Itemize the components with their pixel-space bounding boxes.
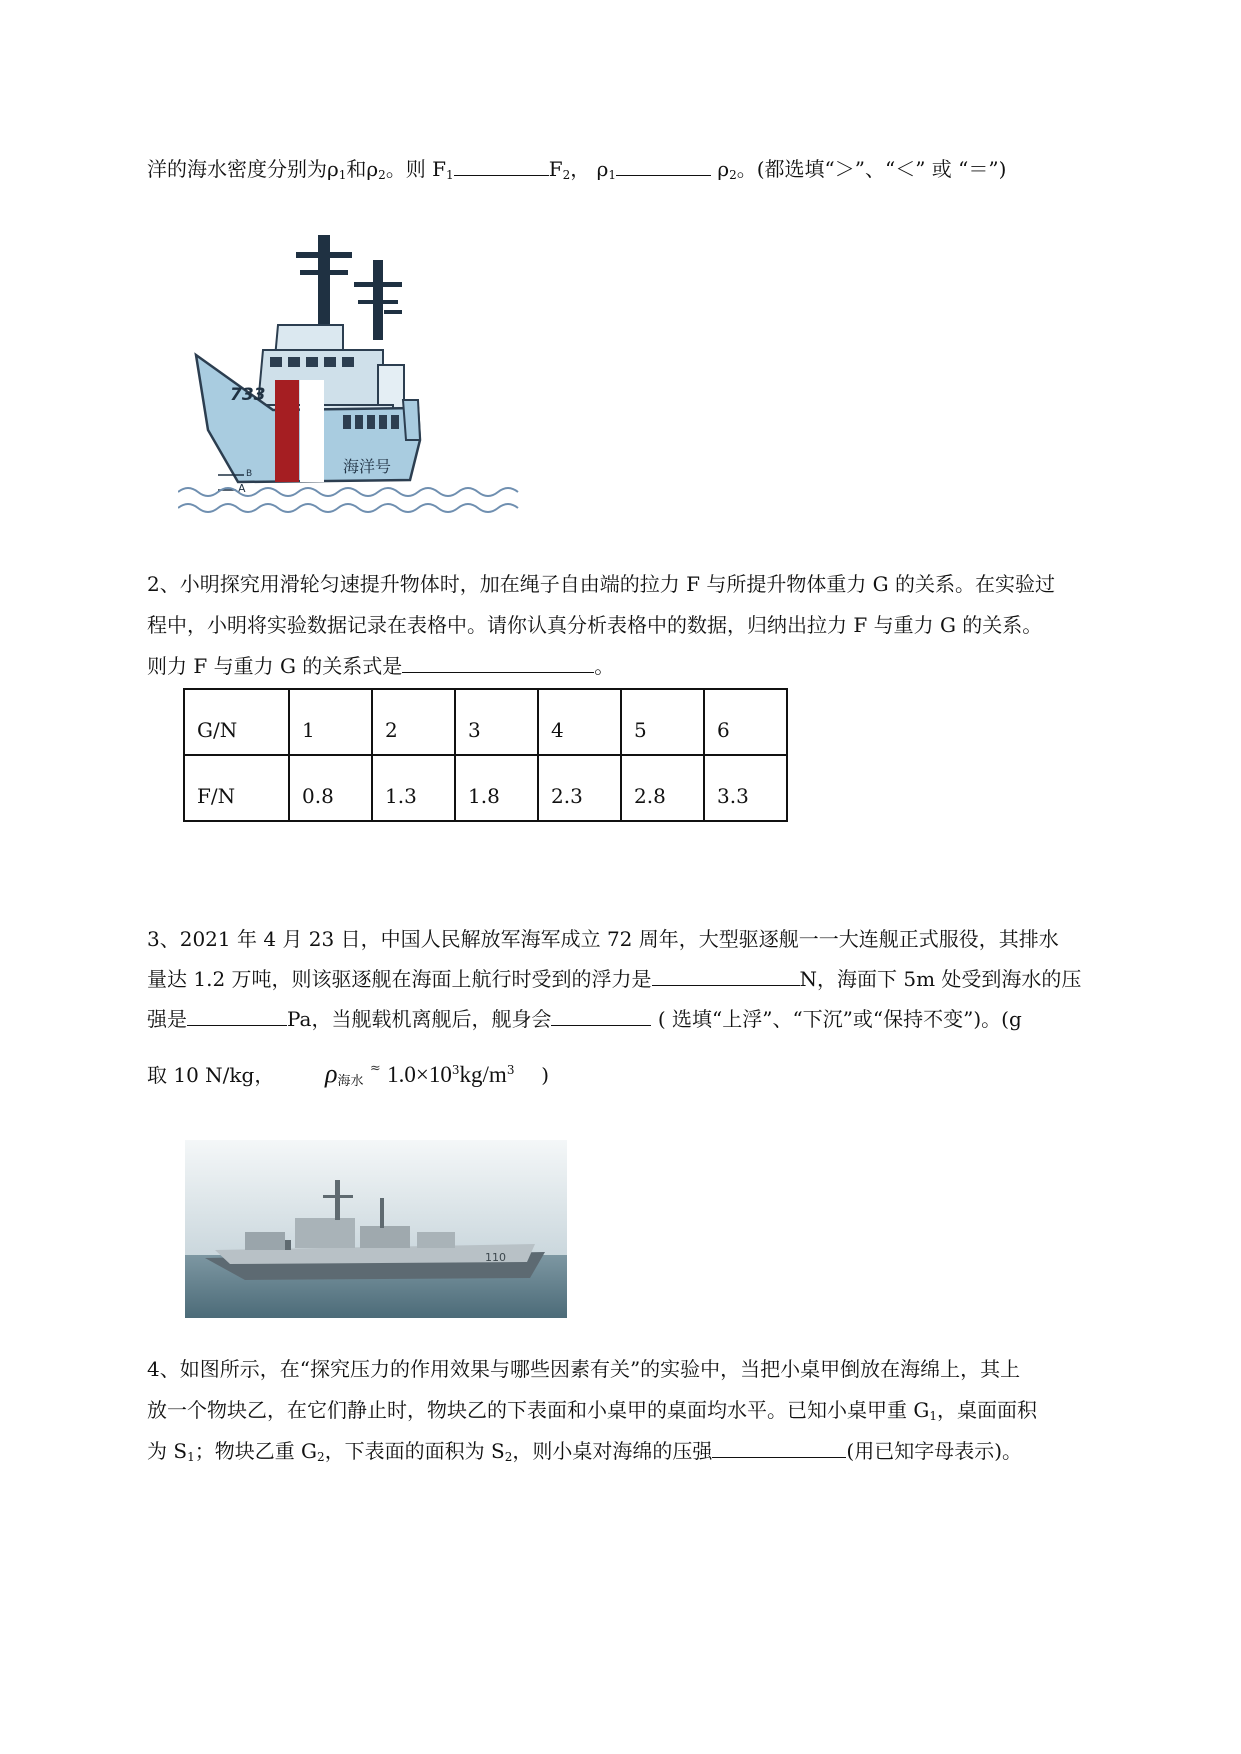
q4-text: ，桌面面积 (936, 1398, 1037, 1422)
q2-line-3 (147, 652, 614, 680)
sub-2: 2 (504, 1450, 513, 1464)
q1-text: ， ρ (570, 157, 609, 181)
q1-text-line (147, 155, 1006, 189)
table-cell: 1.8 (455, 755, 538, 821)
q3-text: N，海面下 5m 处受到海水的压 (799, 967, 1082, 991)
table-cell: 4 (538, 689, 621, 755)
q2-text: 则力 F 与重力 G 的关系式是 (147, 654, 403, 678)
table-cell: 0.8 (289, 755, 372, 821)
table-cell: 1.3 (372, 755, 455, 821)
q3-text: 强是 (147, 1007, 187, 1031)
q2-line-1: 2、小明探究用滑轮匀速提升物体时，加在绳子自由端的拉力 F 与所提升物体重力 G 的关系。在实验过 (147, 572, 1056, 596)
table-cell: 3 (455, 689, 538, 755)
q3-text: 量达 1.2 万吨，则该驱逐舰在海面上航行时受到的浮力是 (147, 967, 652, 991)
sub-2: 2 (378, 168, 386, 182)
q4-text: 为 S (147, 1439, 188, 1463)
sub-1: 1 (338, 168, 347, 182)
table-cell: F/N (184, 755, 289, 821)
q3-line-4 (147, 1055, 549, 1096)
formula-exponent: 3 (451, 1063, 460, 1077)
formula-unit: kg/m (459, 1062, 507, 1087)
answer-blank[interactable] (616, 155, 711, 176)
answer-blank[interactable] (712, 1437, 846, 1458)
data-table (183, 688, 788, 822)
q1-text: 。(都选填“＞”、“＜” 或 “＝”) (736, 157, 1007, 181)
ship-name: 海洋号 (343, 457, 392, 476)
equals-glyph: ≈ (369, 1061, 381, 1076)
q4-text: ，则小桌对海绵的压强 (512, 1439, 713, 1463)
q1-text: F (548, 157, 563, 181)
formula-value: 1.0×10 (387, 1062, 452, 1087)
q3-line-1: 3、2021 年 4 月 23 日，中国人民解放军海军成立 72 周年，大型驱逐舰一一大连舰正式服役，其排水 (147, 927, 1059, 951)
q4-text: (用已知字母表示)。 (846, 1439, 1022, 1463)
q3-text: ) (541, 1063, 549, 1087)
q4-text: ，下表面的面积为 S (324, 1439, 505, 1463)
table-cell: 5 (621, 689, 704, 755)
unit-exponent: 3 (506, 1063, 515, 1077)
sub-2: 2 (729, 168, 737, 182)
table-cell: 6 (704, 689, 787, 755)
q2-line-2: 程中，小明将实验数据记录在表格中。请你认真分析表格中的数据，归纳出拉力 F 与重力 G 的关系。 (147, 613, 1043, 637)
answer-blank[interactable] (187, 1005, 287, 1026)
q4-line-3 (147, 1437, 1022, 1471)
q3-line-2 (147, 965, 1081, 993)
table-cell: 3.3 (704, 755, 787, 821)
q4-line-2 (147, 1396, 1037, 1430)
sub-2: 2 (317, 1450, 325, 1464)
ship-illustration (178, 230, 523, 530)
q4-text: 放一个物块乙，在它们静止时，物块乙的下表面和小桌甲的桌面均水平。已知小桌甲重 G (147, 1398, 930, 1422)
q4-text: ；物块乙重 G (194, 1439, 318, 1463)
q4-line-1: 4、如图所示，在“探究压力的作用效果与哪些因素有关”的实验中，当把小桌甲倒放在海绵上，其上 (147, 1357, 1021, 1381)
table-row (184, 755, 787, 821)
sub-2: 2 (562, 168, 571, 182)
table-cell: 2.3 (538, 755, 621, 821)
sub-1: 1 (187, 1450, 195, 1464)
destroyer-photo (185, 1140, 567, 1318)
mark-a: A (238, 482, 246, 495)
q1-text: 。则 F (385, 157, 447, 181)
answer-blank[interactable] (551, 1005, 651, 1026)
answer-blank[interactable] (454, 155, 549, 176)
q3-text: Pa，当舰载机离舰后，舰身会 (287, 1007, 552, 1031)
table-row (184, 689, 787, 755)
mark-b: B (246, 469, 253, 479)
sub-1: 1 (446, 168, 454, 182)
rho-subscript: 海水 (337, 1074, 364, 1089)
rho-symbol: ρ (325, 1059, 338, 1088)
q1-text: 和ρ (346, 157, 379, 181)
q2-text: 。 (594, 654, 615, 678)
table-cell: G/N (184, 689, 289, 755)
table-cell: 2.8 (621, 755, 704, 821)
table-cell: 2 (372, 689, 455, 755)
q1-text: 洋的海水密度分别为ρ (147, 157, 339, 181)
answer-blank[interactable] (402, 652, 594, 673)
q1-text: ρ (710, 157, 730, 181)
q3-line-3 (147, 1005, 1022, 1033)
table-cell: 1 (289, 689, 372, 755)
q3-text: 取 10 N/kg， (147, 1063, 275, 1087)
answer-blank[interactable] (652, 965, 800, 986)
hull-number: 733 (230, 385, 266, 405)
photo-hull-number: 110 (485, 1251, 506, 1264)
sub-1: 1 (608, 168, 616, 182)
sub-1: 1 (929, 1409, 937, 1423)
q3-text: ( 选填“上浮”、“下沉”或“保持不变”)。(g (651, 1007, 1022, 1031)
